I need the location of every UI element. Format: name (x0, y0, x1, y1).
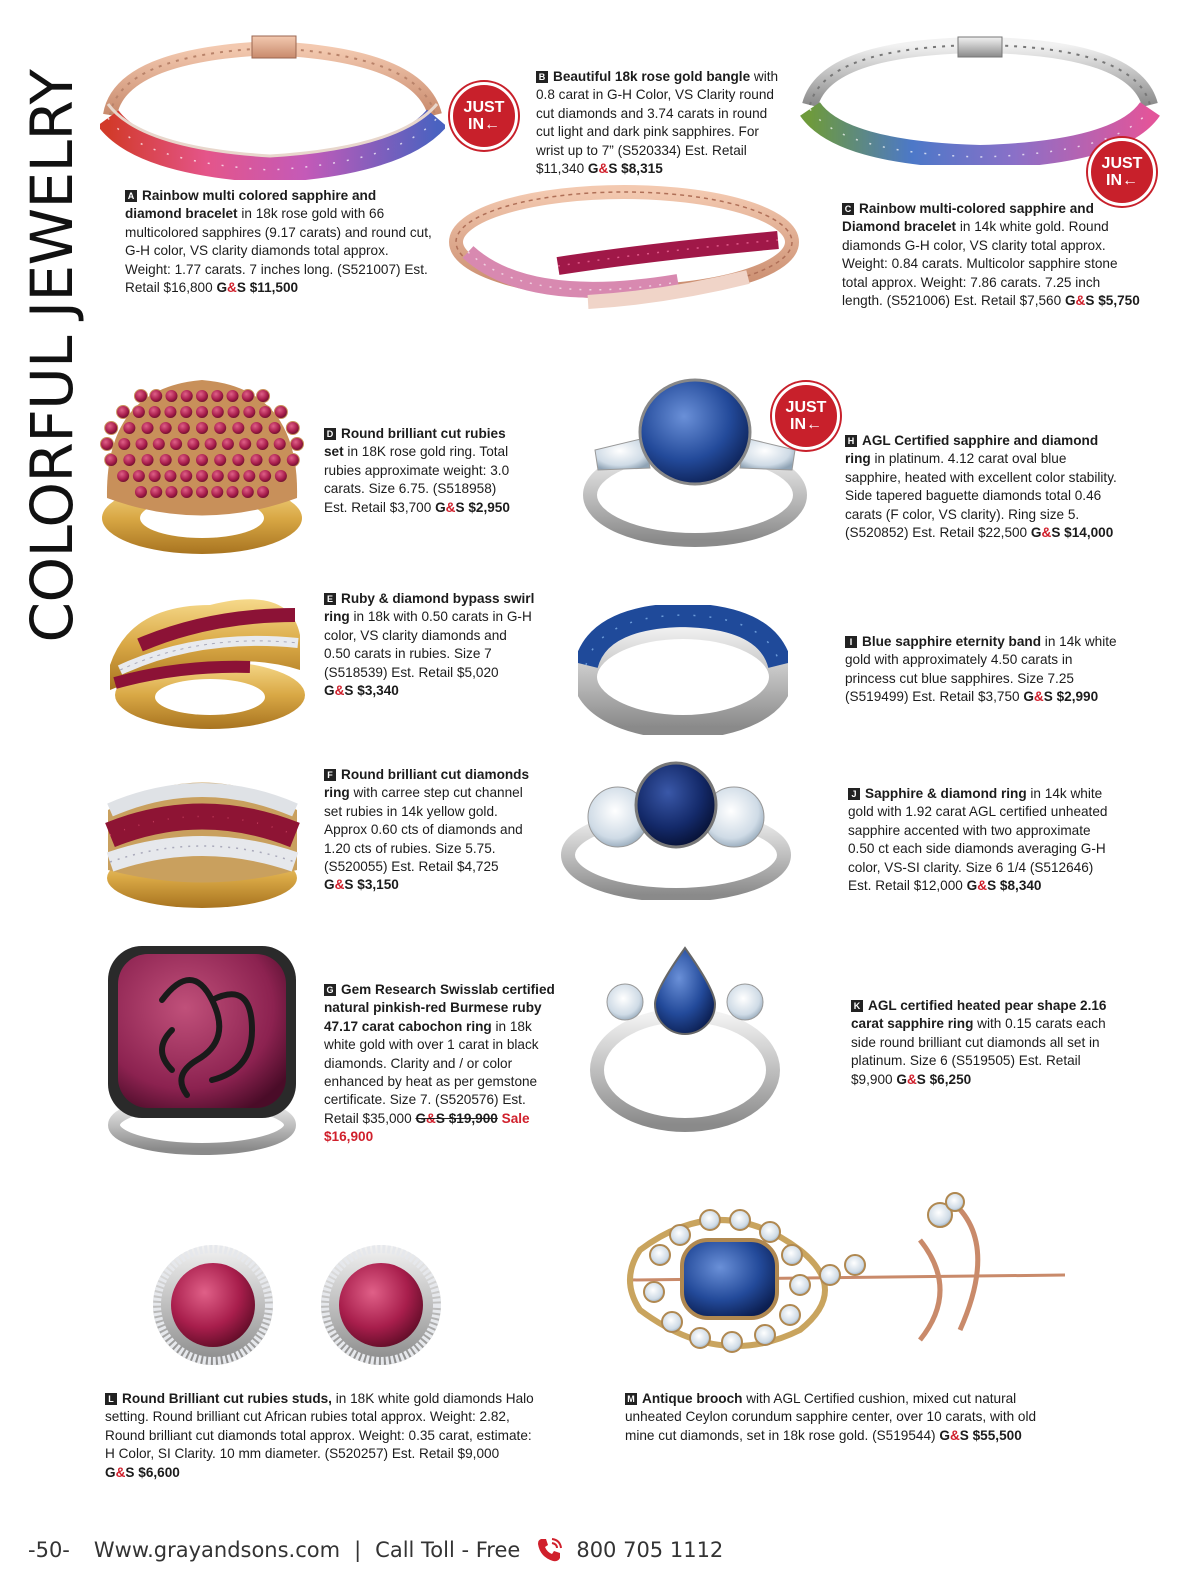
ruby-gem-dot (256, 438, 269, 451)
ruby-gem-dot (226, 390, 239, 403)
ruby-gem-dot (132, 470, 145, 483)
page-title: COLORFUL JEWELRY (18, 69, 86, 643)
ruby-gem-dot (211, 406, 224, 419)
ruby-gem-dot (164, 470, 177, 483)
item-g-description: G Gem Research Swisslab certified natural pinkish-red Burmese ruby 47.17 carat cabochon ring in 18k white gold with over 1 carat in black diamonds. Clarity and / or color enhanced by heat as per gemstone certificate. Size 7. (S520576) Est. Retail $35,000 G&S $19,900 Sale $16,900 (324, 982, 555, 1145)
ruby-gem-dot (196, 470, 209, 483)
ruby-gem-dot (227, 406, 240, 419)
sapphire-eternity-band-image (578, 605, 788, 735)
ruby-gem-dot (135, 438, 148, 451)
item-f-description: F Round brilliant cut diamonds ring with carree step cut channel set rubies in 14k yellow gold. Approx 0.60 cts of diamonds and 1.20 cts of rubies. Size 5.75. (S520055) Est. Retail $4,725 G&S $3,150 (324, 767, 530, 893)
item-m-description: M Antique brooch with AGL Certified cushion, mixed cut natural unheated Ceylon corundum sapphire center, over 10 carats, with old mine cut diamonds, set in 18k rose gold. (S519544) G&S $55,500 (625, 1391, 1037, 1443)
ruby-gem-dot (123, 422, 136, 435)
ruby-gem-dot (165, 486, 178, 499)
ruby-gem-dot (123, 454, 136, 467)
gs-price: G&S $3,150 (324, 877, 399, 893)
ruby-gem-dot (286, 454, 299, 467)
ruby-gem-dot (132, 406, 145, 419)
ruby-gem-dot (141, 454, 154, 467)
ruby-gem-dot (180, 486, 193, 499)
ruby-gem-dot (148, 406, 161, 419)
letter-tag: B (536, 71, 548, 83)
ruby-gem-dot (196, 454, 209, 467)
sapphire-three-stone-ring-image (560, 755, 792, 900)
phone-number[interactable]: 800 705 1112 (576, 1538, 724, 1562)
gs-price: G&S $14,000 (1030, 525, 1114, 541)
ruby-gem-dot (257, 390, 270, 403)
ruby-gem-dot (159, 454, 172, 467)
letter-tag: M (625, 1393, 637, 1405)
sapphire-baguette-ring-image (580, 370, 810, 550)
ruby-gem-dot (243, 470, 256, 483)
page-number: -50- (28, 1538, 70, 1562)
letter-tag: I (845, 636, 857, 648)
gs-price: G&S $11,500 (216, 280, 299, 296)
ruby-gem-dot (239, 438, 252, 451)
ruby-gem-dot (259, 470, 272, 483)
ruby-gem-dot (152, 438, 165, 451)
ruby-gem-dot (150, 390, 163, 403)
item-k-description: K AGL certified heated pear shape 2.16 carat sapphire ring with 0.15 carats each side round brilliant cut diamonds all set in platinum. Size 6 (S519505) Est. Retail $9,900 G&S $6,250 (851, 998, 1107, 1087)
ruby-gem-dot (274, 406, 287, 419)
ruby-gem-dot (268, 454, 281, 467)
ruby-halo-studs-image (148, 1240, 446, 1370)
ruby-gem-dot (211, 486, 224, 499)
ruby-gem-dot (187, 438, 200, 451)
ruby-gem-dot (241, 390, 254, 403)
ruby-gem-dot (118, 438, 131, 451)
ruby-gem-dot (241, 486, 254, 499)
gs-price: G&S $3,340 (324, 683, 399, 699)
footer-separator: | (354, 1538, 362, 1562)
ruby-gem-dot (134, 486, 147, 499)
letter-tag: G (324, 984, 336, 996)
ruby-gem-dot (164, 406, 177, 419)
gs-price: G&S $8,315 (587, 161, 663, 177)
ruby-gem-dot (170, 438, 183, 451)
ruby-gem-dot (180, 390, 193, 403)
letter-tag: K (851, 1000, 863, 1012)
ruby-gem-dot (274, 470, 287, 483)
rainbow-bracelet-rose-gold-image (100, 30, 445, 180)
ruby-gem-dot (204, 438, 217, 451)
letter-tag: D (324, 428, 336, 440)
letter-tag: L (105, 1393, 117, 1405)
ruby-gem-dot (180, 470, 193, 483)
item-c-description: C Rainbow multi-colored sapphire and Diamond bracelet in 14k white gold. Round diamonds G-H color, VS clarity total approx. Weight: 0.84 carats. Multicolor sapphire stone total approx. Weight: 7.86 carats. 7.25 inch length. (S521006) Est. Retail $7,560 G&S $5,750 (842, 201, 1140, 309)
item-a-description: A Rainbow multi colored sapphire and diamond bracelet in 18k rose gold with 66 multicolored sapphires (9.17 carats) and round cut, G-H color, VS clarity diamonds total approx. Weight: 1.77 carats. 7 inches long. (S521007) Est. Retail $16,800 G&S $11,500 (125, 188, 432, 296)
ruby-gem-dot (214, 422, 227, 435)
ruby-gem-dot (286, 422, 299, 435)
ruby-gem-dot (117, 406, 130, 419)
ruby-gem-dot (259, 406, 272, 419)
page-footer (28, 1530, 1028, 1570)
ruby-gem-dot (165, 390, 178, 403)
gs-price: G&S $6,250 (896, 1071, 972, 1087)
item-d-description: D Round brilliant cut rubies set in 18K rose gold ring. Total rubies approximate weight: 3.0 carats. Size 6.75. (S518958) Est. Retail $3,700 G&S $2,950 (324, 426, 510, 515)
ruby-gem-dot (101, 438, 114, 451)
item-e-description: E Ruby & diamond bypass swirl ring in 18k with 0.50 carats in G-H color, VS clarity diamonds and 0.50 carats in rubies. Size 7 (S518539) Est. Retail $5,020 G&S $3,340 (324, 591, 535, 699)
ruby-gem-dot (232, 454, 245, 467)
gs-price: G&S $6,600 (105, 1464, 180, 1480)
gs-price: G&S $55,500 (939, 1427, 1022, 1443)
phone-icon (534, 1535, 564, 1565)
just-in-badge-c: JUST IN← (1088, 138, 1156, 206)
just-in-badge-a: JUST IN← (450, 82, 518, 150)
ruby-gem-dot (291, 438, 304, 451)
ruby-gem-dot (177, 422, 190, 435)
item-j-description: J Sapphire & diamond ring in 14k white gold with 1.92 carat AGL certified unheated sapphire accented with two approximate 0.50 ct each side diamonds averaging G-H color, VS-SI clarity. Size 6 1/4 (S512646) Est. Retail $12,000 G&S $8,340 (848, 786, 1108, 894)
letter-tag: A (125, 190, 137, 202)
item-h-description: H AGL Certified sapphire and diamond ring in platinum. 4.12 carat oval blue sapphire, heated with excellent color stability. Side tapered baguette diamonds total 0.46 carats (F color, VS clarity). Ring size 5. (S520852) Est. Retail $22,500 G&S $14,000 (845, 433, 1117, 541)
ruby-gem-dot (196, 390, 209, 403)
ruby-cabochon-ring-image (102, 940, 302, 1155)
ruby-gem-dot (134, 390, 147, 403)
letter-tag: F (324, 769, 336, 781)
gs-price (415, 1111, 497, 1126)
ruby-gem-dot (177, 454, 190, 467)
letter-tag: J (848, 788, 860, 800)
ruby-gem-dot (214, 454, 227, 467)
ruby-gem-dot (196, 486, 209, 499)
ruby-gem-dot (180, 406, 193, 419)
ruby-gem-dot (150, 486, 163, 499)
call-toll-free-label: Call Toll - Free (375, 1538, 521, 1562)
letter-tag: C (842, 203, 854, 215)
ruby-gem-dot (268, 422, 281, 435)
just-in-badge-h: JUST IN← (772, 382, 840, 450)
letter-tag: H (845, 435, 857, 447)
item-i-description: I Blue sapphire eternity band in 14k white gold with approximately 4.50 carats in princess cut blue sapphires. Size 7.25 (S519499) Est. Retail $3,750 G&S $2,990 (845, 634, 1117, 705)
ruby-gem-dot (105, 422, 118, 435)
item-b-description: B Beautiful 18k rose gold bangle with 0.8 carat in G-H Color, VS Clarity round cut diamonds and 3.74 carats in round cut light and dark pink sapphires. For wrist up to 7” (S520334) Est. Retail $11,340 G&S $8,315 (536, 69, 779, 177)
ruby-gem-dot (226, 486, 239, 499)
sale-price: Sale $16,900 (324, 1110, 530, 1145)
original-price: G&S $19,900 (415, 1110, 498, 1126)
ruby-gem-dot (257, 486, 270, 499)
ruby-gem-dot (196, 422, 209, 435)
ruby-gem-dot (273, 438, 286, 451)
website-link[interactable]: Www.grayandsons.com (93, 1538, 341, 1562)
gs-price: G&S $2,990 (1023, 689, 1099, 705)
ruby-gem-dot (227, 470, 240, 483)
ruby-gem-dot (141, 422, 154, 435)
ruby-diamond-channel-ring-image (100, 760, 305, 910)
pear-sapphire-ring-image (585, 940, 785, 1135)
ruby-gem-dot (117, 470, 130, 483)
letter-tag: E (324, 593, 336, 605)
rose-gold-bangle-image (448, 182, 800, 332)
ruby-gem-dot (250, 454, 263, 467)
ruby-gem-dot (148, 470, 161, 483)
antique-sapphire-brooch-image (620, 1180, 1070, 1380)
ruby-gem-dot (105, 454, 118, 467)
gs-price: G&S $2,950 (435, 499, 510, 515)
gs-price: G&S $5,750 (1064, 293, 1140, 309)
ruby-gem-dot (211, 390, 224, 403)
ruby-gem-dot (211, 470, 224, 483)
ruby-diamond-swirl-ring-image (100, 575, 310, 735)
ruby-gem-dot (196, 406, 209, 419)
ruby-dome-ring-image (95, 368, 310, 558)
ruby-gem-dot (250, 422, 263, 435)
gs-price: G&S $8,340 (966, 878, 1042, 894)
ruby-gem-dot (243, 406, 256, 419)
ruby-gem-dot (232, 422, 245, 435)
item-l-description: L Round Brilliant cut rubies studs, in 18K white gold diamonds Halo setting. Round brilliant cut African rubies total approx. Weight: 2.82, Round brilliant cut diamonds total approx. Weight: 0.35 carat, estimate: H Color, SI Clarity. 10 mm diameter. (S520257) Est. Retail $9,000 G&S $6,600 (105, 1391, 534, 1480)
ruby-gem-dot (159, 422, 172, 435)
ruby-gem-dot (221, 438, 234, 451)
